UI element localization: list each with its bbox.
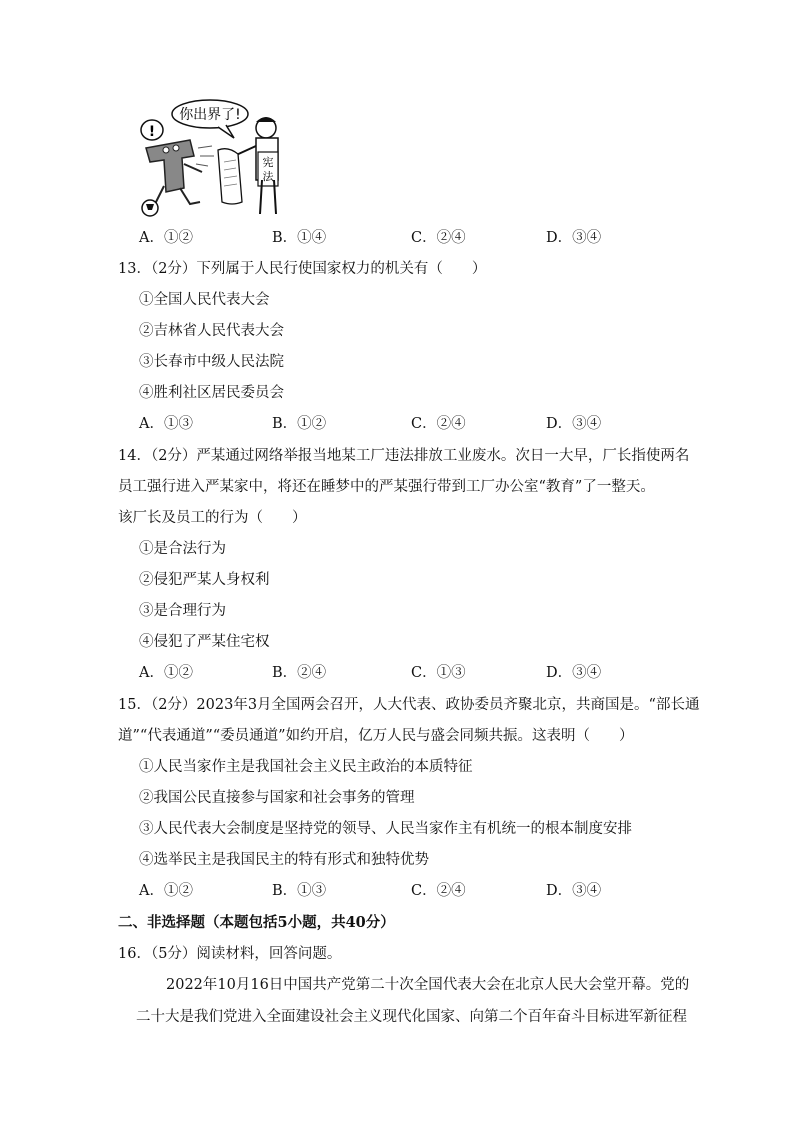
q12-option-a[interactable]: A．①② bbox=[139, 230, 193, 246]
q14-stem-line-2: 员工强行进入严某家中，将还在睡梦中的严某强行带到工厂办公室“教育”了一整天。 bbox=[118, 479, 655, 495]
q14-stem-line-3: 该厂长及员工的行为（ ） bbox=[118, 510, 307, 526]
q15-option-b[interactable]: B．①③ bbox=[272, 883, 327, 899]
q14-item-3: ③是合理行为 bbox=[139, 603, 226, 619]
q12-option-c[interactable]: C．②④ bbox=[411, 230, 466, 246]
q16-para-line-2: 二十大是我们党进入全面建设社会主义现代化国家、向第二个百年奋斗目标进军新征程 bbox=[136, 1009, 687, 1025]
exclaim-text: ! bbox=[148, 124, 156, 140]
q13-stem: 13．（2分）下列属于人民行使国家权力的机关有（ ） bbox=[118, 261, 487, 277]
q13-option-a[interactable]: A．①③ bbox=[139, 416, 193, 432]
q13-item-4: ④胜利社区居民委员会 bbox=[139, 385, 284, 401]
q13-item-3: ③长春市中级人民法院 bbox=[139, 354, 284, 370]
q13-item-1: ①全国人民代表大会 bbox=[139, 292, 270, 308]
book-label-1: 宪 bbox=[262, 156, 274, 169]
speech-text: 你出界了! bbox=[179, 107, 241, 123]
q15-option-d[interactable]: D．③④ bbox=[546, 883, 602, 899]
q12-option-d[interactable]: D．③④ bbox=[546, 230, 602, 246]
q16-para-line-1: 2022年10月16日中国共产党第二十次全国代表大会在北京人民大会堂开幕。党的 bbox=[166, 977, 690, 993]
book-label-2: 法 bbox=[262, 170, 274, 183]
q13-option-c[interactable]: C．②④ bbox=[411, 416, 466, 432]
q15-item-3: ③人民代表大会制度是坚持党的领导、人民当家作主有机统一的根本制度安排 bbox=[139, 821, 632, 837]
q15-item-2: ②我国公民直接参与国家和社会事务的管理 bbox=[139, 790, 415, 806]
section-heading: 二、非选择题（本题包括5小题，共40分） bbox=[118, 914, 395, 931]
q14-option-a[interactable]: A．①② bbox=[139, 665, 193, 681]
q14-option-d[interactable]: D．③④ bbox=[546, 665, 602, 681]
cartoon-illustration bbox=[138, 98, 298, 220]
q15-option-c[interactable]: C．②④ bbox=[411, 883, 466, 899]
q14-item-2: ②侵犯严某人身权利 bbox=[139, 572, 270, 588]
q12-option-b[interactable]: B．①④ bbox=[272, 230, 327, 246]
q14-stem-line-1: 14．（2分）严某通过网络举报当地某工厂违法排放工业废水。次日一大早，厂长指使两名 bbox=[118, 448, 690, 464]
q16-stem: 16．（5分）阅读材料，回答问题。 bbox=[118, 946, 342, 962]
q14-option-c[interactable]: C．①③ bbox=[411, 665, 466, 681]
q15-item-1: ①人民当家作主是我国社会主义民主政治的本质特征 bbox=[139, 759, 473, 775]
q14-item-4: ④侵犯了严某住宅权 bbox=[139, 634, 270, 650]
q15-stem-line-2: 道”“代表通道”“委员通道”如约开启，亿万人民与盛会同频共振。这表明（ ） bbox=[118, 728, 634, 744]
q14-item-1: ①是合法行为 bbox=[139, 541, 226, 557]
q15-stem-line-1: 15．（2分）2023年3月全国两会召开，人大代表、政协委员齐聚北京，共商国是。“部长通 bbox=[118, 697, 700, 713]
q13-option-b[interactable]: B．①② bbox=[272, 416, 327, 432]
q13-option-d[interactable]: D．③④ bbox=[546, 416, 602, 432]
q15-option-a[interactable]: A．①② bbox=[139, 883, 193, 899]
q13-item-2: ②吉林省人民代表大会 bbox=[139, 323, 284, 339]
q14-option-b[interactable]: B．②④ bbox=[272, 665, 327, 681]
q15-item-4: ④选举民主是我国民主的特有形式和独特优势 bbox=[139, 852, 429, 868]
